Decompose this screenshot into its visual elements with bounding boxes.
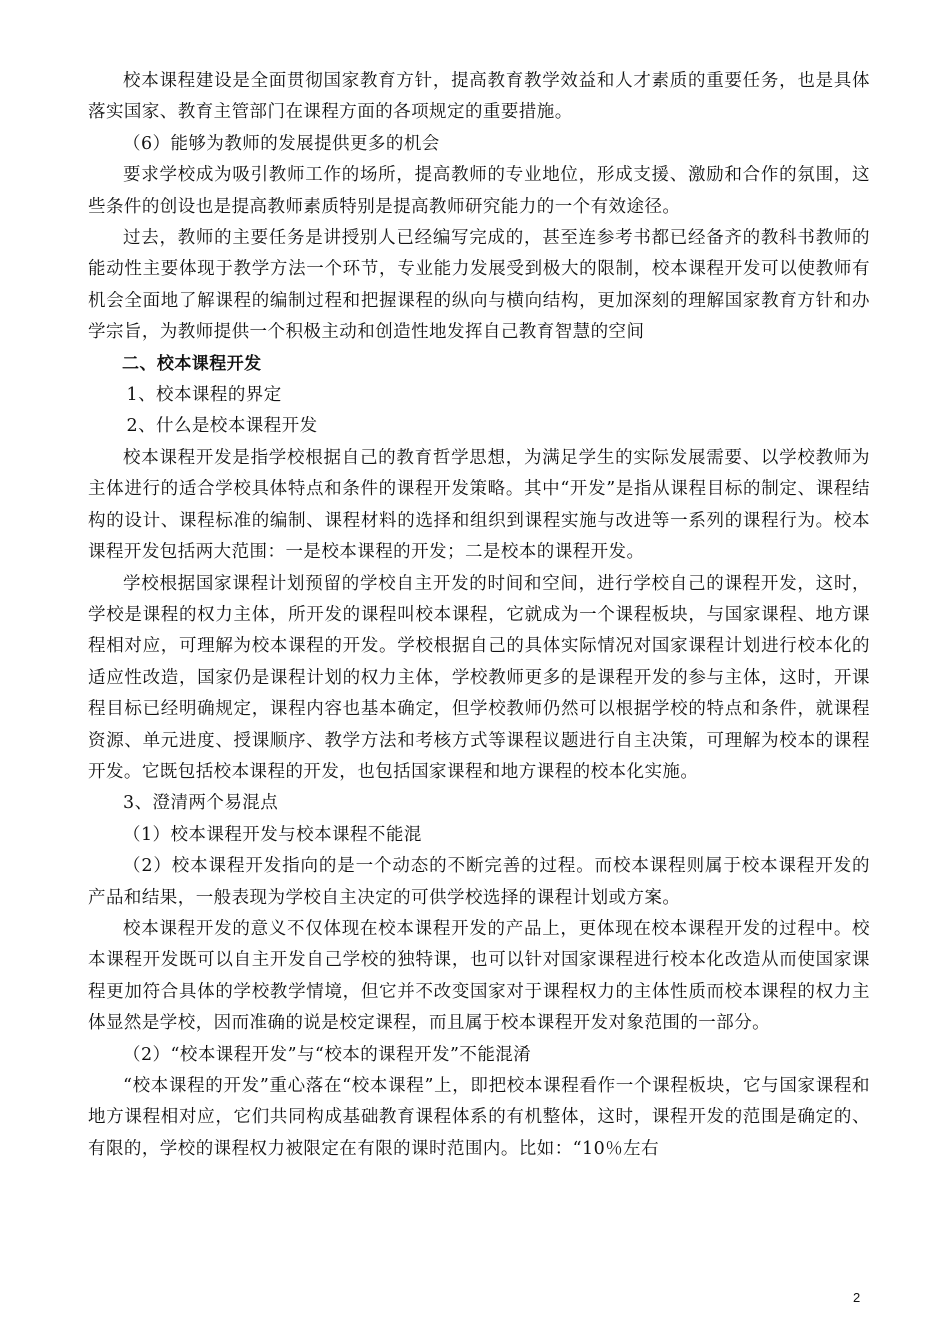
point-1-not-confuse: （1）校本课程开发与校本课程不能混 — [123, 824, 422, 845]
point-2-terms-distinction: （2）“校本课程开发”与“校本的课程开发”不能混淆 — [123, 1044, 532, 1065]
paragraph-importance-of-school-curriculum: 校本课程建设是全面贯彻国家教育方针，提高教育教学效益和人才素质的重要任务，也是具体落实国家、教育主管部门在课程方面的各项规定的重要措施。 — [88, 71, 870, 123]
paragraph-teacher-past-role: 过去，教师的主要任务是讲授别人已经编写完成的，甚至连参考书都已经备齐的教科书教师的能动性主要体现于教学方法一个环节，专业能力发展受到极大的限制，校本课程开发可以使教师有机会全面地了解课程的编制过程和把握课程的纵向与横向结构，更加深刻的理解国家教育方针和办学宗旨，为教师提供一个积极主动和创造性地发挥自己教育智慧的空间 — [88, 228, 870, 343]
document-body — [88, 66, 870, 1165]
paragraph-development-definition: 校本课程开发是指学校根据自己的教育哲学思想，为满足学生的实际发展需要、以学校教师为主体进行的适合学校具体特点和条件的课程开发策略。其中“开发”是指从课程目标的制定、课程结构的设计、课程标准的编制、课程材料的选择和组织到课程实施与改进等一系列的课程行为。校本课程开发包括两大范围：一是校本课程的开发；二是校本的课程开发。 — [88, 447, 870, 563]
page-number: 2 — [853, 1290, 861, 1305]
paragraph-focus-on-school-curriculum: “校本课程的开发”重心落在“校本课程”上，即把校本课程看作一个课程板块，它与国家课程和地方课程相对应，它们共同构成基础教育课程体系的有机整体，这时，课程开发的范围是确定的、有限的，学校的课程权力被限定在有限的课时范围内。比如：“10％左右 — [88, 1076, 870, 1159]
point-6-teacher-development: （6）能够为教师的发展提供更多的机会 — [123, 133, 440, 154]
paragraph-two-scopes: 学校根据国家课程计划预留的学校自主开发的时间和空间，进行学校自己的课程开发，这时，学校是课程的权力主体，所开发的课程叫校本课程，它就成为一个课程板块，与国家课程、地方课程相对应，可理解为校本课程的开发。学校根据自己的具体实际情况对国家课程计划进行校本化的适应性改造，国家仍是课程计划的权力主体，学校教师更多的是课程开发的参与主体，这时，开课程目标已经明确规定，课程内容也基本确定，但学校教师仍然可以根据学校的特点和条件，就课程资源、单元进度、授课顺序、教学方法和考核方式等课程议题进行自主决策，可理解为校本的课程开发。它既包括校本课程的开发，也包括国家课程和地方课程的校本化实施。 — [88, 573, 870, 782]
subheading-clarify-confusions: 3、澄清两个易混点 — [123, 793, 279, 814]
section-heading-school-curriculum-development: 二、校本课程开发 — [122, 353, 262, 374]
paragraph-school-attracts-teachers: 要求学校成为吸引教师工作的场所，提高教师的专业地位，形成支援、激励和合作的氛围，这些条件的创设也是提高教师素质特别是提高教师研究能力的一个有效途径。 — [88, 165, 870, 217]
point-2-dynamic-process: （2）校本课程开发指向的是一个动态的不断完善的过程。而校本课程则属于校本课程开发的产品和结果，一般表现为学校自主决定的可供学校选择的课程计划或方案。 — [88, 856, 870, 908]
subheading-what-is-development: 2、什么是校本课程开发 — [126, 416, 318, 437]
subheading-definition: 1、校本课程的界定 — [126, 385, 282, 406]
paragraph-significance: 校本课程开发的意义不仅体现在校本课程开发的产品上，更体现在校本课程开发的过程中。校本课程开发既可以自主开发自己学校的独特课，也可以针对国家课程进行校本化改造从而使国家课程更加符合具体的学校教学情境，但它并不改变国家对于课程权力的主体性质而校本课程的权力主体显然是学校，因而准确的说是校定课程，而且属于校本课程开发对象范围的一部分。 — [88, 918, 870, 1034]
